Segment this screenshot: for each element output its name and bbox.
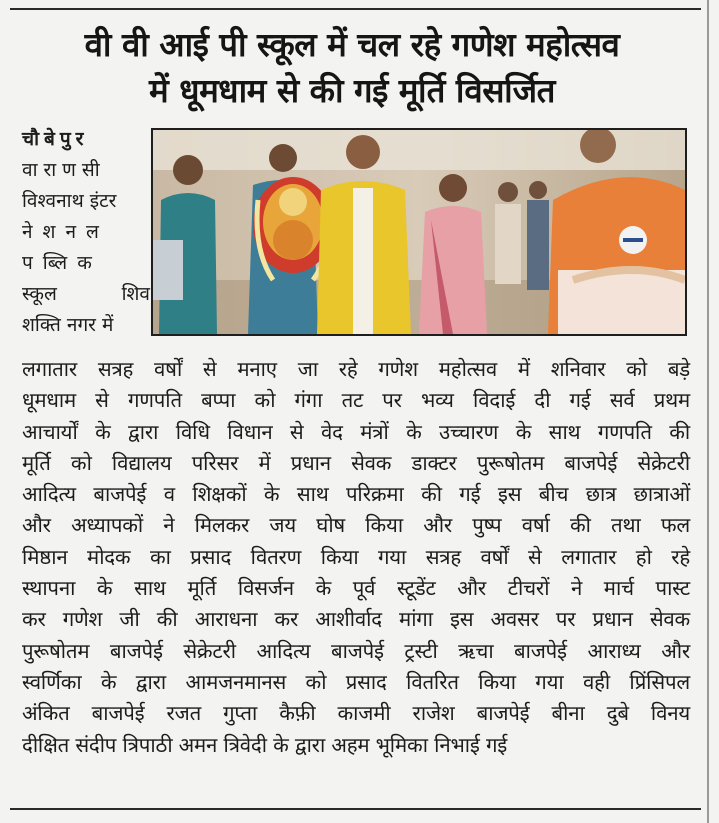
- body-line: दीक्षित संदीप त्रिपाठी अमन त्रिवेदी के द्वारा अहम भूमिका निभाई गई: [22, 732, 508, 757]
- body-line: लगातार सत्रह वर्षों से मनाए जा रहे गणेश महोत्सव में शनिवार को बड़े: [22, 357, 690, 381]
- intro-line-7: शक्ति नगर में: [22, 314, 114, 336]
- photo-illustration: [153, 130, 685, 334]
- body-line: पुरूषोतम बाजपेई सेक्रेटरी आदित्य बाजपेई ट्रस्टी ऋचा बाजपेई आराध्य और: [22, 638, 690, 663]
- body-line: अंकित बाजपेई रजत गुप्ता कैफ़ी काजमी राजेश बाजपेई बीना दुबे विनय: [22, 701, 690, 726]
- article-body: [22, 354, 690, 761]
- top-rule: [10, 8, 701, 10]
- headline-line-1: वी वी आई पी स्कूल में चल रहे गणेश महोत्सव: [84, 25, 620, 64]
- body-line: आचार्यों के द्वारा विधि विधान से वेद मंत्रों के उच्चारण के साथ गणपति की: [22, 419, 690, 444]
- intro-line-4: नेशनल: [22, 221, 109, 243]
- dateline-city: वाराणसी: [22, 159, 106, 181]
- intro-line-6-b: शिव: [121, 283, 150, 305]
- news-photo: [151, 128, 687, 336]
- headline-line-2: में धूमधाम से की गई मूर्ति विसर्जित: [149, 71, 555, 110]
- body-line: और अध्यापकों ने मिलकर जय घोष किया और पुष्प वर्षा की तथा फल: [22, 513, 690, 538]
- body-line: मिष्ठान मोदक का प्रसाद वितरण किया गया सत्रह वर्षों से लगातार हो रहे: [22, 544, 690, 569]
- intro-line-6-a: स्कूल: [22, 283, 57, 305]
- dateline-place: चौबेपुर: [22, 128, 89, 150]
- intro-line-3: विश्वनाथ इंटर: [22, 190, 117, 212]
- intro-line-6: [22, 279, 150, 310]
- bottom-rule: [10, 808, 701, 810]
- body-line: स्वर्णिका के द्वारा आमजनमानस को प्रसाद वितरित किया गया वही प्रिंसिपल: [22, 669, 690, 694]
- intro-column: [22, 124, 150, 341]
- body-line: मूर्ति को विद्यालय परिसर में प्रधान सेवक डाक्टर पुरूषोतम बाजपेई सेक्रेटरी: [22, 450, 690, 475]
- body-line: धूमधाम से गणपति बप्पा को गंगा तट पर भव्य विदाई दी गई सर्व प्रथम: [22, 388, 690, 413]
- body-line: कर गणेश जी की आराधना कर आशीर्वाद मांगा इस अवसर पर प्रधान सेवक: [22, 607, 690, 632]
- body-line: आदित्य बाजपेई व शिक्षकों के साथ परिक्रमा की गई इस बीच छात्र छात्राओं: [22, 482, 690, 507]
- intro-line-5: पब्लिक: [22, 252, 102, 274]
- headline: [12, 22, 692, 114]
- body-line: स्थापना के साथ मूर्ति विसर्जन के पूर्व स्टूडेंट और टीचरों ने मार्च पास्ट: [22, 576, 690, 601]
- column-rule: [707, 0, 709, 823]
